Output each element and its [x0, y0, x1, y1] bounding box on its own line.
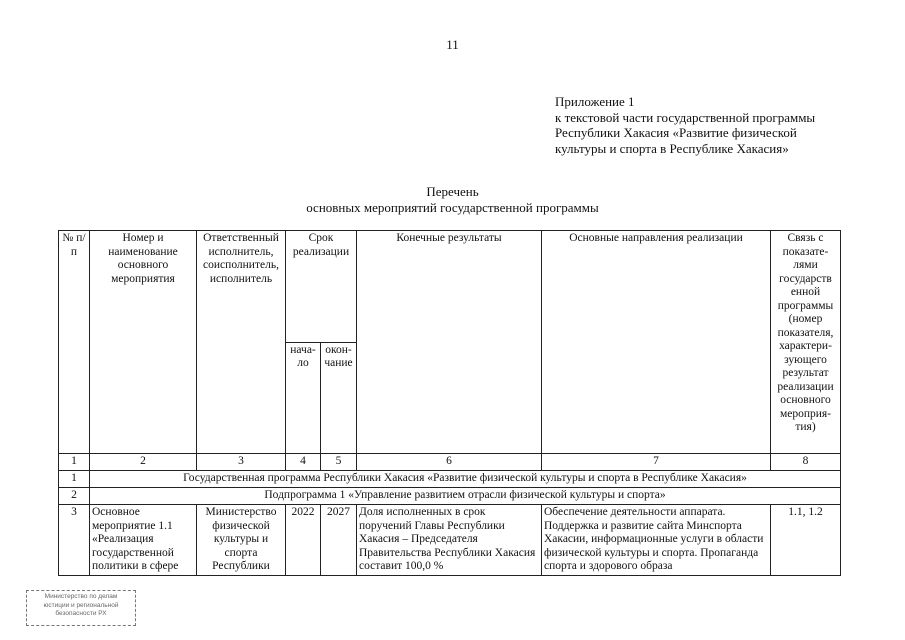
header-executor: Ответственный исполнитель, соисполнитель, исполнитель [197, 231, 286, 454]
activity-end: 2027 [321, 505, 357, 576]
header-num: № п/п [59, 231, 90, 454]
registration-stamp [26, 590, 136, 626]
header-end: окон-чание [321, 342, 357, 454]
activities-table [58, 230, 841, 576]
activity-link: 1.1, 1.2 [771, 505, 841, 576]
col-number: 4 [286, 454, 321, 471]
header-period: Срок реализации [286, 231, 357, 343]
col-number: 6 [357, 454, 542, 471]
col-number: 8 [771, 454, 841, 471]
header-directions: Основные направления реализации [542, 231, 771, 454]
appendix-line: культуры и спорта в Республике Хакасия» [555, 140, 789, 156]
col-number: 5 [321, 454, 357, 471]
activity-start: 2022 [286, 505, 321, 576]
activity-directions: Обеспечение деятельности аппарата. Поддержка и развитие сайта Минспорта Хакасии, информационные услуги в области физической культуры и спорта. Пропаганда спорта и здорового образа [542, 505, 771, 576]
stamp-line: юстиции и региональной [43, 601, 119, 609]
document-title [0, 184, 905, 216]
col-number: 1 [59, 454, 90, 471]
title-line-2: основных мероприятий государственной программы [306, 200, 599, 215]
title-line-1: Перечень [426, 184, 479, 199]
program-title: Государственная программа Республики Хакасия «Развитие физической культуры и спорта в Республике Хакасия» [90, 471, 841, 488]
page-number: 11 [446, 37, 459, 52]
appendix-line: Приложение 1 [555, 94, 635, 109]
table-row [59, 471, 841, 488]
table-row [59, 488, 841, 505]
appendix-line: Республики Хакасия «Развитие физической [555, 125, 797, 140]
header-start: нача-ло [286, 342, 321, 454]
activity-name: Основное мероприятие 1.1 «Реализация государственной политики в сфере [90, 505, 197, 576]
col-number: 3 [197, 454, 286, 471]
col-number: 2 [90, 454, 197, 471]
stamp-line: Министерство по делам [44, 593, 118, 600]
table-row [59, 505, 841, 576]
header-results: Конечные результаты [357, 231, 542, 454]
row-number: 2 [59, 488, 90, 505]
appendix-note [555, 94, 885, 156]
activity-results: Доля исполненных в срок поручений Главы Республики Хакасия – Председателя Правительства Республики Хакасия составит 100,0 % [357, 505, 542, 576]
stamp-line: безопасности РХ [55, 610, 107, 617]
col-number: 7 [542, 454, 771, 471]
header-name: Номер и наименование основного мероприятия [90, 231, 197, 454]
row-number: 3 [59, 505, 90, 576]
row-number: 1 [59, 471, 90, 488]
header-link: Связь с показате-лями государств енной программы (номер показателя, характери-зующего результат реализации основного мероприя-тия) [771, 231, 841, 454]
subprogram-title: Подпрограмма 1 «Управление развитием отрасли физической культуры и спорта» [90, 488, 841, 505]
activity-executor: Министерство физической культуры и спорта Республики [197, 505, 286, 576]
appendix-line: к текстовой части государственной программы [555, 109, 816, 125]
